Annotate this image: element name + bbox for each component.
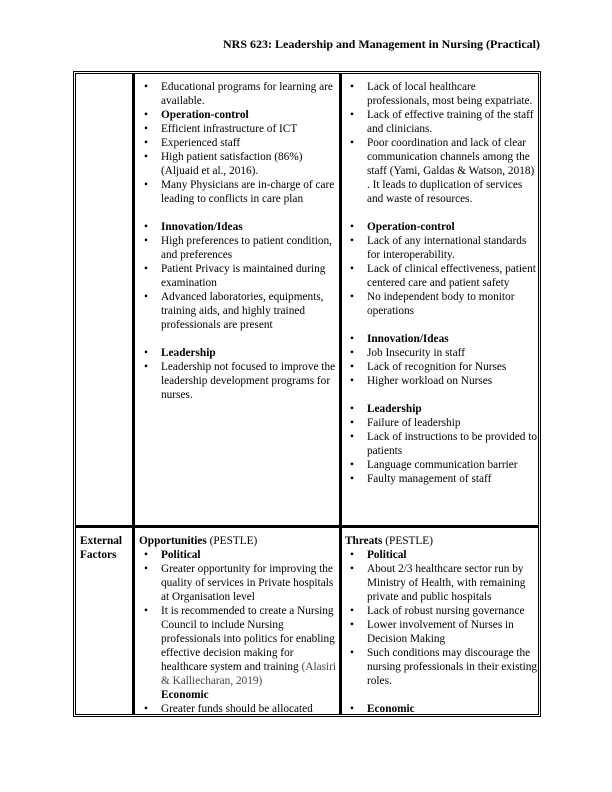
list-item: • Lack of recognition for Nurses [345, 360, 539, 374]
list-item: • Language communication barrier [345, 458, 539, 472]
row-divider [76, 525, 538, 528]
page-header: NRS 623: Leadership and Management in Nursing (Practical) [223, 37, 540, 51]
section-heading: • Operation-control [139, 108, 337, 122]
column-divider-1 [132, 74, 135, 714]
list-item: • High preferences to patient condition, and preferences [139, 234, 337, 262]
section-heading: • Political [345, 548, 539, 562]
list-item: • Lack of instructions to be provided to patients [345, 430, 539, 458]
list-item: • Patient Privacy is maintained during examination [139, 262, 337, 290]
column-divider-2 [339, 74, 342, 714]
list-item: • Many Physicians are in-charge of care leading to conflicts in care plan [139, 178, 337, 206]
list-spacer [345, 688, 539, 702]
list-spacer [345, 318, 539, 332]
list-item: • Greater opportunity for improving the quality of services in Private hospitals at Organisation level [139, 562, 337, 604]
row1-left-cell [139, 80, 337, 402]
section-heading: • Innovation/Ideas [345, 332, 539, 346]
opportunities-heading [139, 534, 337, 548]
row2-left-list [139, 548, 337, 716]
list-item: • Lack of any international standards for interoperability. [345, 234, 539, 262]
threats-suffix: (PESTLE) [382, 535, 433, 547]
list-item: • Job Insecurity in staff [345, 346, 539, 360]
section-heading: • Innovation/Ideas [139, 220, 337, 234]
list-item: • Lack of robust nursing governance [345, 604, 539, 618]
list-item: • Failure of leadership [345, 416, 539, 430]
external-factors-label: External Factors [80, 535, 123, 561]
list-item: • Faulty management of staff [345, 472, 539, 486]
list-item: • It is recommended to create a Nursing Council to include Nursing professionals into politics for enabling effective decision making for healthcare system and training (Alasiri & Kalliecharan, 2019) [139, 604, 337, 688]
list-item: • Lack of local healthcare professionals, most being expatriate. [345, 80, 539, 108]
section-heading: • Political [139, 548, 337, 562]
list-item: • Poor coordination and lack of clear communication channels among the staff (Yami, Galdas & Watson, 2018) . It leads to duplication of services and waste of resources. [345, 136, 539, 206]
opportunities-suffix: (PESTLE) [206, 535, 258, 547]
list-item: • Efficient infrastructure of ICT [139, 122, 337, 136]
list-item: • No independent body to monitor operations [345, 290, 539, 318]
citation: (Alasiri & Kalliecharan, 2019) [161, 661, 337, 687]
opportunities-title: Opportunities [139, 535, 207, 547]
list-spacer [345, 206, 539, 220]
row2-left-cell [139, 534, 337, 716]
list-spacer [345, 388, 539, 402]
list-item: • About 2/3 healthcare sector run by Ministry of Health, with remaining private and public hospitals [345, 562, 539, 604]
list-item: • Lack of effective training of the staff and clinicians. [345, 108, 539, 136]
list-item: • Greater funds should be allocated [139, 702, 337, 716]
list-item: • Leadership not focused to improve the leadership development programs for nurses. [139, 360, 337, 402]
section-heading: • Leadership [139, 346, 337, 360]
list-item: • Educational programs for learning are available. [139, 80, 337, 108]
list-item: • High patient satisfaction (86%) (Aljuaid et al., 2016). [139, 150, 337, 178]
row2-label-cell [80, 534, 130, 562]
row1-right-cell [345, 80, 539, 486]
row2-right-cell [345, 534, 539, 716]
list-item: • Such conditions may discourage the nursing professionals in their existing roles. [345, 646, 539, 688]
list-item: • Lower involvement of Nurses in Decision Making [345, 618, 539, 646]
list-item: • Experienced staff [139, 136, 337, 150]
section-heading: • Leadership [345, 402, 539, 416]
list-item: • Advanced laboratories, equipments, training aids, and highly trained professionals are present [139, 290, 337, 332]
row2-right-list [345, 548, 539, 716]
row1-left-list [139, 80, 337, 402]
swot-table [73, 71, 541, 717]
section-heading: • Operation-control [345, 220, 539, 234]
list-item: • Higher workload on Nurses [345, 374, 539, 388]
section-heading: Economic [161, 689, 209, 701]
section-heading: • Economic [345, 702, 539, 716]
threats-heading [345, 534, 539, 548]
row1-right-list [345, 80, 539, 486]
list-spacer [139, 206, 337, 220]
list-spacer [139, 332, 337, 346]
list-item: • Lack of clinical effectiveness, patient centered care and patient safety [345, 262, 539, 290]
threats-title: Threats [345, 535, 383, 547]
